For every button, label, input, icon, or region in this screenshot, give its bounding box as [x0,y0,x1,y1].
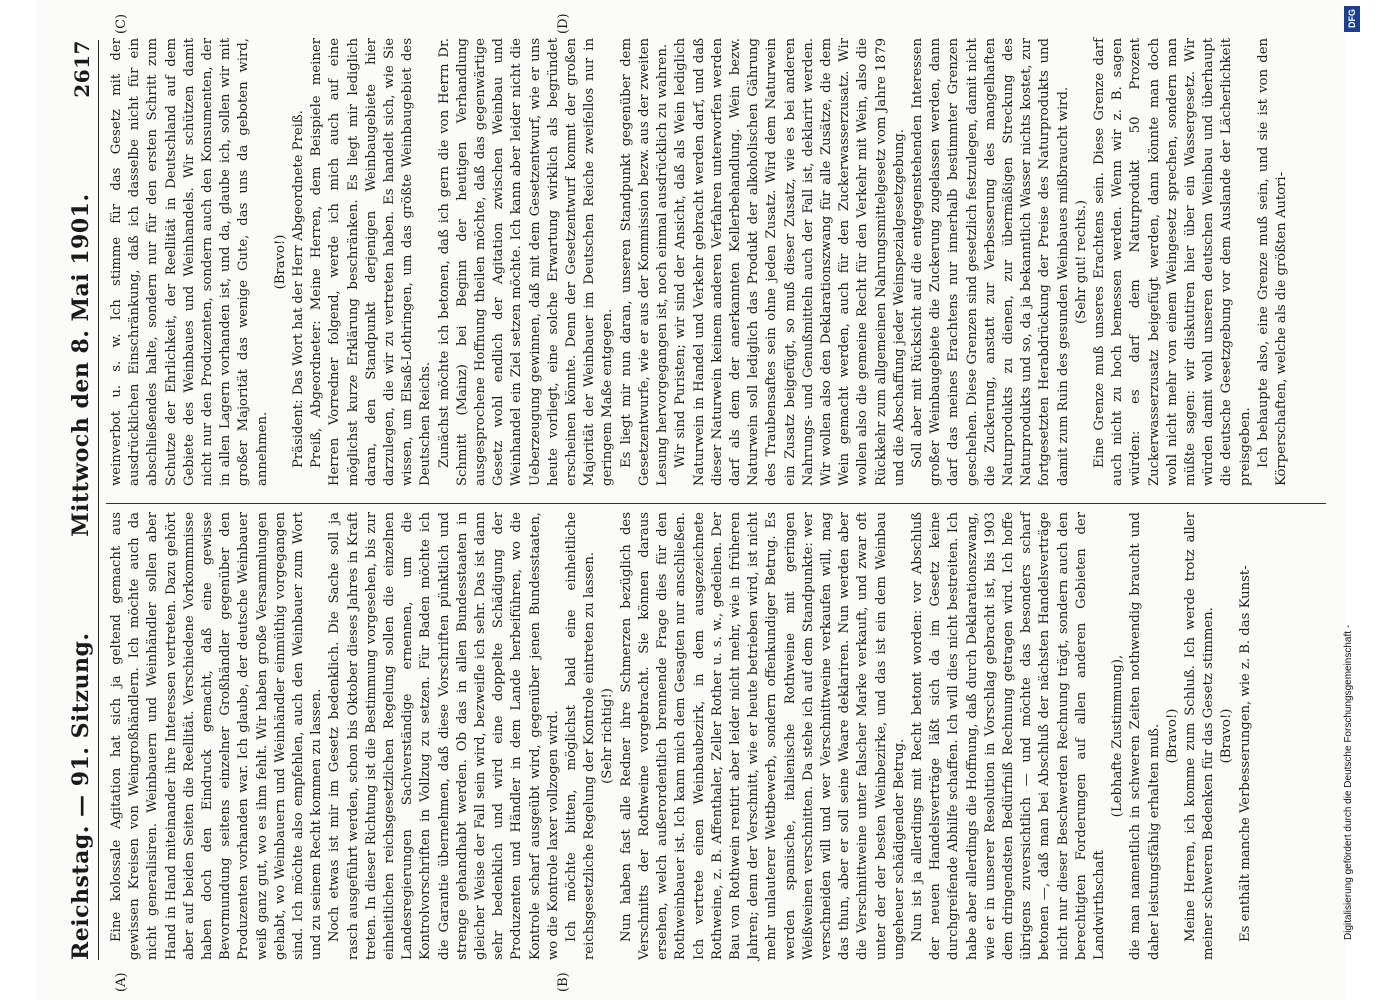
rotated-document-page [36,0,1346,1000]
paragraph: Nun ist ja allerdings mit Recht betont worden: vor Abschluß der neuen Handelsverträge läßt sich da im Gesetz keine durchgreifende Abhilfe schaffen. Ich will dies nicht bestreiten. Ich habe aber allerdings die Hoffnung, daß durch Deklarationszwang, wie er in unserer Resolution in Vorschlag gebracht ist, bis 1903 dem dringendsten Bedürfniß Rechnung getragen wird. Ich hoffe übrigens zuversichtlich — und möchte das besonders scharf betonen —, daß man bei Abschluß der nächsten Handelsverträge nicht nur dieser Beschwerden Rechnung trägt, sondern auch den berechtigten Forderungen auf allen anderen Gebieten der Landwirthschaft [909,512,1107,960]
paragraph: weinverbot u. s. w. Ich stimme für das Gesetz mit der ausdrücklichen Einschränkung, daß ich dasselbe nicht für ein abschließendes halte, sondern nur für den ersten Schritt zum Schutze der Ehrlichkeit, der Reellität in Deutschland auf dem Gebiete des Weinbaues und Weinhandels. Wir schützen damit nicht nur den Produzenten, sondern auch den Konsumenten, der in allen Lagern vorhanden ist, und da, glaube ich, sollen wir mit großer Majorität das wenige Gute, das uns da geboten wird, annehmen. [109,38,270,486]
column-divider [106,503,1326,504]
paragraph: Soll aber mit Rücksicht auf die entgegenstehenden Interessen großer Weinbaugebiete die Zuckerung zugelassen werden, dann darf das meines Erachtens nur innerhalb bestimmter Grenzen geschehen. Diese Grenzen sind gesetzlich festzulegen, damit nicht die Zuckerung, anstatt zur Verbesserung des mangelhaften Naturprodukts zu dienen, zur übermäßigen Streckung des Naturprodukts und so, da ja bekanntlich Wasser nichts kostet, zur fortgesetzten Herabdrückung der Preise des Naturprodukts und damit zum Ruin des gesunden Weinbaues mißbraucht wird. [909,38,1071,486]
page-number: 2617 [70,40,94,98]
paragraph: Es enthält manche Verbesserungen, wie z. B. das Kunst- [1237,565,1253,942]
header-rule [98,40,99,960]
margin-marker-b: (B) [556,972,571,992]
interjection: (Bravo!) [272,234,288,290]
interjection: (Lebhafte Zustimmung), [1110,654,1126,818]
margin-marker-d: (D) [556,13,571,34]
right-column [108,38,1291,486]
paragraph: Wir sind Puristen; wir sind der Ansicht, daß als Wein lediglich Naturwein in Handel und Verkehr gebracht werden darf, und daß dieser Naturwein keinem anderen Verfahren unterworfen werden darf als dem der anerkannten Kellerbehandlung. Wein bezw. Naturwein soll lediglich das Produkt der alkoholischen Gährung des Traubensaftes sein ohne jeden Zusatz. Wird dem Naturwein ein Zusatz beigefügt, so muß dieser Zusatz, wie es bei anderen Nahrungs- und Genußmitteln auch der Fall ist, deklarirt werden. Wir wollen also den Deklarationszwang für alle Zusätze, die dem Wein gemacht werden, auch für den Zuckerwasserzusatz. Wir wollen also die gemeine Recht für den Verkehr mit Wein, also die Rückkehr zum allgemeinen Nahrungsmittelgesetz vom Jahre 1879 und die Abschaffung jeder Weinspezialgesetzgebung. [673,38,907,486]
margin-marker-c: (C) [114,13,129,34]
paragraph: Eine kolossale Agitation hat sich ja geltend gemacht aus gewissen Kreisen von Weingroßhändlern. Ich möchte auch da nicht generalisiren. Weinbauern und Weinhändler sollen aber Hand in Hand miteinander ihre Interessen vertreten. Dazu gehört aber auf beiden Seiten die Reellität. Verschiedene Vorkommnisse haben doch den Eindruck gemacht, daß eine gewisse Bevormundung seitens einzelner Großhändler gegenüber den Produzenten vorhanden war. Ich glaube, der deutsche Weinbauer weiß ganz gut, wo es ihm fehlt. Wir haben große Versammlungen gehabt, wo Weinbauern und Weinhändler einmüthig vorgegangen sind. Ich möchte also empfehlen, auch den Weinbauer zum Wort und zu seinem Recht kommen zu lassen. [109,512,325,960]
header-left: Reichstag. — 91. Sitzung. [68,632,94,960]
paragraph: Meine Herren, ich komme zum Schluß. Ich werde trotz aller meiner schweren Bedenken für das Gesetz stimmen. [1182,512,1217,960]
margin-marker-a: (A) [114,972,129,992]
paragraph: Eine Grenze muß unseres Erachtens sein. Diese Grenze darf auch nicht zu hoch bemessen werden. Wenn wir z. B. sagen würden: es darf dem Naturprodukt 50 Prozent Zuckerwasserzusatz beigefügt werden, dann könnte man doch wohl nicht mehr von einem Weingesetz sprechen, sondern man müßte sagen: wir diskutiren hier über ein Wassergesetz. Wir würden damit wohl unseren deutschen Weinbau und überhaupt die deutsche Gesetzgebung vor dem Auslande der Lächerlichkeit preisgeben. [1091,38,1253,486]
interjection: (Bravo!) [1164,708,1180,764]
page-header [54,40,94,960]
paragraph: Preiß, Abgeordneter: Meine Herren, dem Beispiele meiner Herren Vorredner folgend, werde ich mich auch auf eine möglichst kurze Erklärung beschränken. Es liegt mir lediglich daran, den Standpunkt derjenigen Weinbaugebiete hier darzulegen, die wir zu vertreten haben. Es handelt sich, wie Sie wissen, um Elsaß-Lothringen, um das größte Weinbaugebiet des Deutschen Reichs. [309,38,434,486]
paragraph: Zunächst möchte ich betonen, daß ich gern die von Herrn Dr. Schmitt (Mainz) bei Beginn der heutigen Verhandlung ausgesprochene Hoffnung theilen möchte, daß das gegenwärtige Gesetz wohl endlich der Agitation zwischen Weinbau und Weinhandel ein Ziel setzen möchte. Ich kann aber leider nicht die Ueberzeugung gewinnen, daß mit dem Gesetzentwurf, wie er uns heute vorliegt, eine solche Erwartung wirklich als begründet erscheinen könnte. Denn der Gesetzentwurf kommt der großen Majorität der Weinbauer im Deutschen Reiche zweifellos nur in geringem Maße entgegen. [436,38,616,486]
digitization-credit: Digitalisierung gefördert durch die Deutsche Forschungsgemeinschaft - [1343,624,1354,940]
paragraph: Noch etwas ist mir im Gesetz bedenklich. Die Sache soll ja rasch ausgeführt werden, schon bis Oktober dieses Jahres in Kraft treten. In dieser Richtung ist die Bestimmung vorgesehen, bis zur einheitlichen reichsgesetzlichen Regelung sollen die einzelnen Landesregierungen Sachverständige ernennen, um die Kontrolvorschriften in Vollzug zu setzen. Für Baden möchte ich die Garantie übernehmen, daß diese Vorschriften pünktlich und strenge gehandhabt werden. Ob das in allen Bundesstaaten in gleicher Weise der Fall sein wird, bezweifle ich sehr. Das ist dann sehr bedenklich und wird eine doppelte Schädigung der Produzenten und Händler in dem Lande herbeiführen, wo die Kontrole scharf ausgeübt wird, gegenüber jenen Bundesstaaten, wo die Kontrole laxer vollzogen wird. [327,512,561,960]
paragraph: Nun haben fast alle Redner ihre Schmerzen bezüglich des Verschnitts der Rothweine vorgebracht. Sie können daraus ersehen, welch außerordentlich brennende Frage dies für den Rothweinbauer ist. Ich kann mich dem Gesagten nur anschließen. Ich vertrete einen Weinbaubezirk, in dem ausgezeichnete Rothweine, z. B. Affenthaler, Zeller Rother u. s. w., gedeihen. Der Bau von Rothwein rentirt aber leider nicht mehr, wie in früheren Jahren; denn der Verschnitt, wie er heute betrieben wird, ist nicht mehr unlauterer Wettbewerb, sondern offenkundiger Betrug. Es werden spanische, italienische Rothweine mit geringen Weißweinen verschnitten. Da stehe ich auf dem Standpunkte: wer verschneiden will und wer Verschnittweine verkaufen will, mag das thun, aber er soll seine Waare deklariren. Nun werden aber die Verschnittweine unter falscher Marke verkauft, und zwar oft unter der der besten Weinbezirke, und das ist ein dem Weinbau ungeheuer schädigender Betrug. [618,512,907,960]
paragraph: Es liegt mir nun daran, unseren Standpunkt gegenüber dem Gesetzentwurfe, wie er aus der Kommission bezw. aus der zweiten Lesung hervorgegangen ist, noch einmal ausdrücklich zu wahren. [618,38,671,486]
paragraph: Ich behaupte also, eine Grenze muß sein, und sie ist von den Körperschaften, welche als die größten Autori- [1255,38,1289,486]
interjection: (Sehr gut! rechts.) [1073,199,1089,325]
interjection: (Bravo!) [1219,708,1235,764]
paragraph: Ich möchte bitten, möglichst bald eine einheitliche reichsgesetzliche Regelung der Kontrole eintreten zu lassen. [564,512,598,960]
president-statement: Präsident: Das Wort hat der Herr Abgeordnete Preiß. [291,110,307,468]
dfg-logo: DFG [1344,6,1360,32]
interjection: (Sehr richtig!) [600,688,616,784]
left-column [108,512,1255,960]
header-date: Mittwoch den 8. Mai 1901. [68,193,94,537]
paragraph: die man namentlich in schweren Zeiten nothwendig braucht und daher leistungsfähig erhalten muß. [1128,512,1162,960]
